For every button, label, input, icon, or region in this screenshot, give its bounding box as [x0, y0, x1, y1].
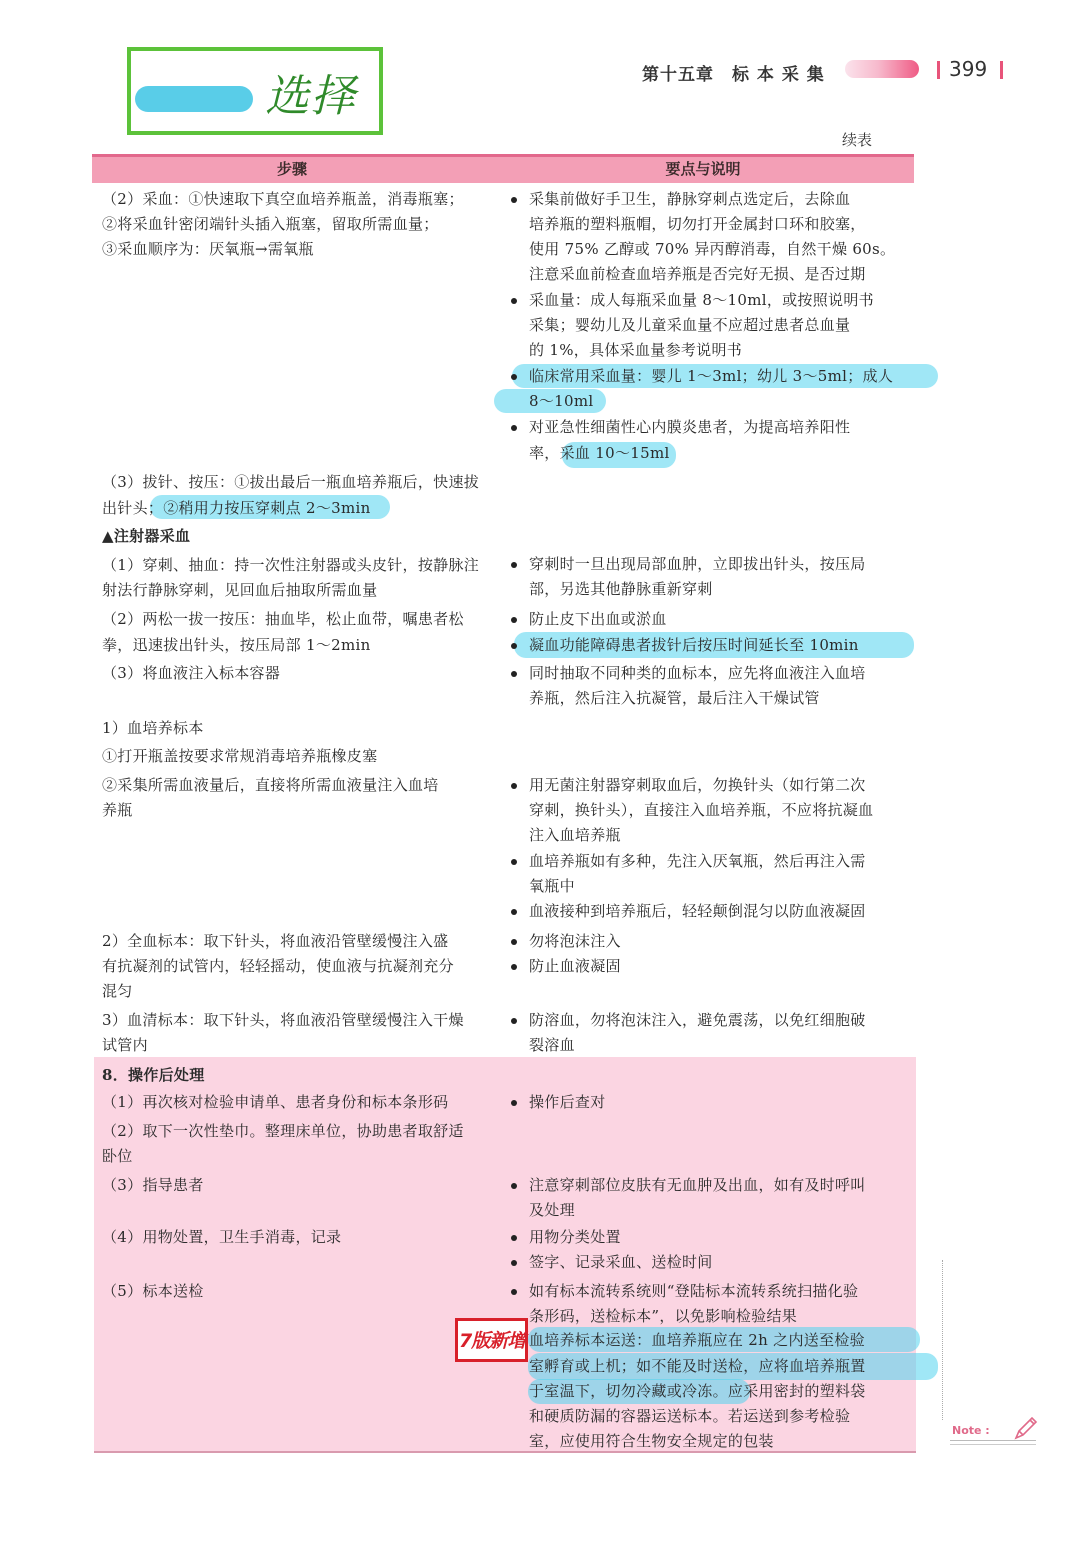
note-text: 及处理	[529, 1201, 575, 1219]
note-text: 条形码，送检标本”，以免影响检验结果	[529, 1307, 798, 1325]
step-text: 出针头；②稍用力按压穿刺点 2～3min	[102, 499, 371, 517]
note-text: 穿刺，换针头），直接注入血培养瓶，不应将抗凝血	[529, 801, 874, 819]
note-text: 对亚急性细菌性心内膜炎患者，为提高培养阳性	[529, 418, 851, 436]
note-text: 操作后查对	[529, 1093, 606, 1111]
note-text: 率，采血 10～15ml	[529, 444, 670, 462]
step-text: 卧位	[102, 1147, 133, 1165]
step-text: （2）采血：①快速取下真空血培养瓶盖，消毒瓶塞；	[102, 190, 464, 208]
step-text: （1）穿刺、抽血：持一次性注射器或头皮针，按静脉注	[102, 556, 480, 574]
step-text: 1）血培养标本	[102, 719, 204, 737]
note-label: Note :	[952, 1424, 990, 1437]
note-text: 养瓶，然后注入抗凝管，最后注入干燥试管	[529, 689, 820, 707]
note-text: 和硬质防漏的容器运送标本。若运送到参考检验	[529, 1407, 851, 1425]
note-text: 采集；婴幼儿及儿童采血量不应超过患者总血量	[529, 316, 851, 334]
step-text: （4）用物处置，卫生手消毒，记录	[102, 1228, 342, 1246]
note-text: 临床常用采血量：婴儿 1～3ml；幼儿 3～5ml；成人	[529, 367, 894, 385]
bullet-dot	[511, 1289, 517, 1295]
note-text: 防止血液凝固	[529, 957, 621, 975]
note-text: 签字、记录采血、送检时间	[529, 1253, 713, 1271]
section-heading: 8．操作后处理	[102, 1066, 205, 1084]
step-text: （3）拔针、按压：①拔出最后一瓶血培养瓶后，快速拔	[102, 473, 480, 491]
note-text: 采集前做好手卫生，静脉穿刺点选定后，去除血	[529, 190, 851, 208]
note-text: 部，另选其他静脉重新穿刺	[529, 580, 713, 598]
new-edition-stamp-text: 7版新增	[459, 1330, 526, 1352]
step-text: （3）将血液注入标本容器	[102, 664, 281, 682]
bullet-dot	[511, 643, 517, 649]
bullet-dot	[511, 197, 517, 203]
step-text: （2）两松一拔一按压：抽血毕，松止血带，嘱患者松	[102, 610, 464, 628]
section-heading: ▲注射器采血	[102, 527, 191, 545]
chapter-title: 第十五章 标 本 采 集	[642, 65, 825, 85]
note-text: 使用 75% 乙醇或 70% 异丙醇消毒，自然干燥 60s。	[529, 240, 896, 258]
bullet-dot	[511, 909, 517, 915]
note-text: 凝血功能障碍患者拔针后按压时间延长至 10min	[529, 636, 859, 654]
bullet-dot	[511, 562, 517, 568]
step-text: ②将采血针密闭端针头插入瓶塞，留取所需血量；	[102, 215, 439, 233]
step-text: （1）再次核对检验申请单、患者身份和标本条形码	[102, 1093, 449, 1111]
bullet-dot	[511, 859, 517, 865]
page-number-bar-right	[1000, 61, 1003, 79]
note-text: 的 1%，具体采血量参考说明书	[529, 341, 743, 359]
note-text: 血培养标本运送：血培养瓶应在 2h 之内送至检验	[529, 1331, 865, 1349]
step-text: ①打开瓶盖按要求常规消毒培养瓶橡皮塞	[102, 747, 378, 765]
bullet-dot	[511, 671, 517, 677]
note-text: 注意穿刺部位皮肤有无血肿及出血，如有及时呼叫	[529, 1176, 866, 1194]
continued-label: 续表	[842, 131, 873, 149]
note-text: 穿刺时一旦出现局部血肿，立即拔出针头，按压局	[529, 555, 866, 573]
note-line	[950, 1444, 1036, 1445]
step-text: （2）取下一次性垫巾。整理床单位，协助患者取舒适	[102, 1122, 464, 1140]
page-number-bar-left	[937, 61, 940, 79]
step-text: 养瓶	[102, 801, 133, 819]
note-text: 室孵育或上机；如不能及时送检，应将血培养瓶置	[529, 1357, 866, 1375]
note-text: 勿将泡沫注入	[529, 932, 621, 950]
handwritten-stamp-text: 选择	[265, 71, 357, 122]
bullet-dot	[511, 1183, 517, 1189]
note-text: 氧瓶中	[529, 877, 575, 895]
note-text: 同时抽取不同种类的血标本，应先将血液注入血培	[529, 664, 866, 682]
bullet-dot	[511, 617, 517, 623]
bullet-dot	[511, 1260, 517, 1266]
note-text: 裂溶血	[529, 1036, 575, 1054]
note-text: 用物分类处置	[529, 1228, 621, 1246]
note-text: 用无菌注射器穿刺取血后，勿换针头（如行第二次	[529, 776, 866, 794]
note-text: 注入血培养瓶	[529, 826, 621, 844]
column-header-steps: 步骤	[276, 160, 307, 178]
step-text: （3）指导患者	[102, 1176, 204, 1194]
note-text: 防止皮下出血或淤血	[529, 610, 667, 628]
bullet-dot	[511, 783, 517, 789]
step-text: 2）全血标本：取下针头，将血液沿管壁缓慢注入盛	[102, 932, 449, 950]
step-text: 混匀	[102, 982, 133, 1000]
margin-dotted-line	[942, 1260, 943, 1420]
bullet-dot	[511, 374, 517, 380]
step-text: 有抗凝剂的试管内，轻轻摇动，使血液与抗凝剂充分	[102, 957, 454, 975]
bullet-dot	[511, 1235, 517, 1241]
note-text: 血培养瓶如有多种，先注入厌氧瓶，然后再注入需	[529, 852, 866, 870]
step-text: 试管内	[102, 1036, 148, 1054]
step-text: 射法行静脉穿刺，见回血后抽取所需血量	[102, 581, 378, 599]
bullet-dot	[511, 939, 517, 945]
page-number: 399	[949, 57, 988, 81]
bullet-dot	[511, 425, 517, 431]
step-text: 3）血清标本：取下针头，将血液沿管壁缓慢注入干燥	[102, 1011, 464, 1029]
bullet-dot	[511, 1018, 517, 1024]
column-header-notes: 要点与说明	[665, 160, 741, 178]
note-text: 采血量：成人每瓶采血量 8～10ml，或按照说明书	[529, 291, 874, 309]
step-text: 拳，迅速拔出针头，按压局部 1～2min	[102, 636, 371, 654]
note-text: 血液接种到培养瓶后，轻轻颠倒混匀以防血液凝固	[529, 902, 866, 920]
note-text: 如有标本流转系统则“登陆标本流转系统扫描化验	[529, 1282, 859, 1300]
step-text: ②采集所需血液量后，直接将所需血液量注入血培	[102, 776, 439, 794]
note-text: 注意采血前检查血培养瓶是否完好无损、是否过期	[529, 265, 866, 283]
pen-icon	[1012, 1414, 1040, 1442]
note-text: 8～10ml	[529, 392, 594, 410]
note-text: 于室温下，切勿冷藏或冷冻。应采用密封的塑料袋	[529, 1382, 866, 1400]
note-text: 防溶血，勿将泡沫注入，避免震荡，以免红细胞破	[529, 1011, 866, 1029]
table-bottom-rule	[94, 1451, 916, 1453]
note-text: 培养瓶的塑料瓶帽，切勿打开金属封口环和胶塞，	[529, 215, 866, 233]
step-text: （5）标本送检	[102, 1282, 204, 1300]
chapter-decor-bar	[845, 60, 919, 78]
bullet-dot	[511, 964, 517, 970]
highlight-swipe	[135, 86, 253, 112]
step-text: ③采血顺序为：厌氧瓶→需氧瓶	[102, 240, 314, 258]
bullet-dot	[511, 1100, 517, 1106]
note-text: 室，应使用符合生物安全规定的包装	[529, 1432, 774, 1450]
bullet-dot	[511, 298, 517, 304]
